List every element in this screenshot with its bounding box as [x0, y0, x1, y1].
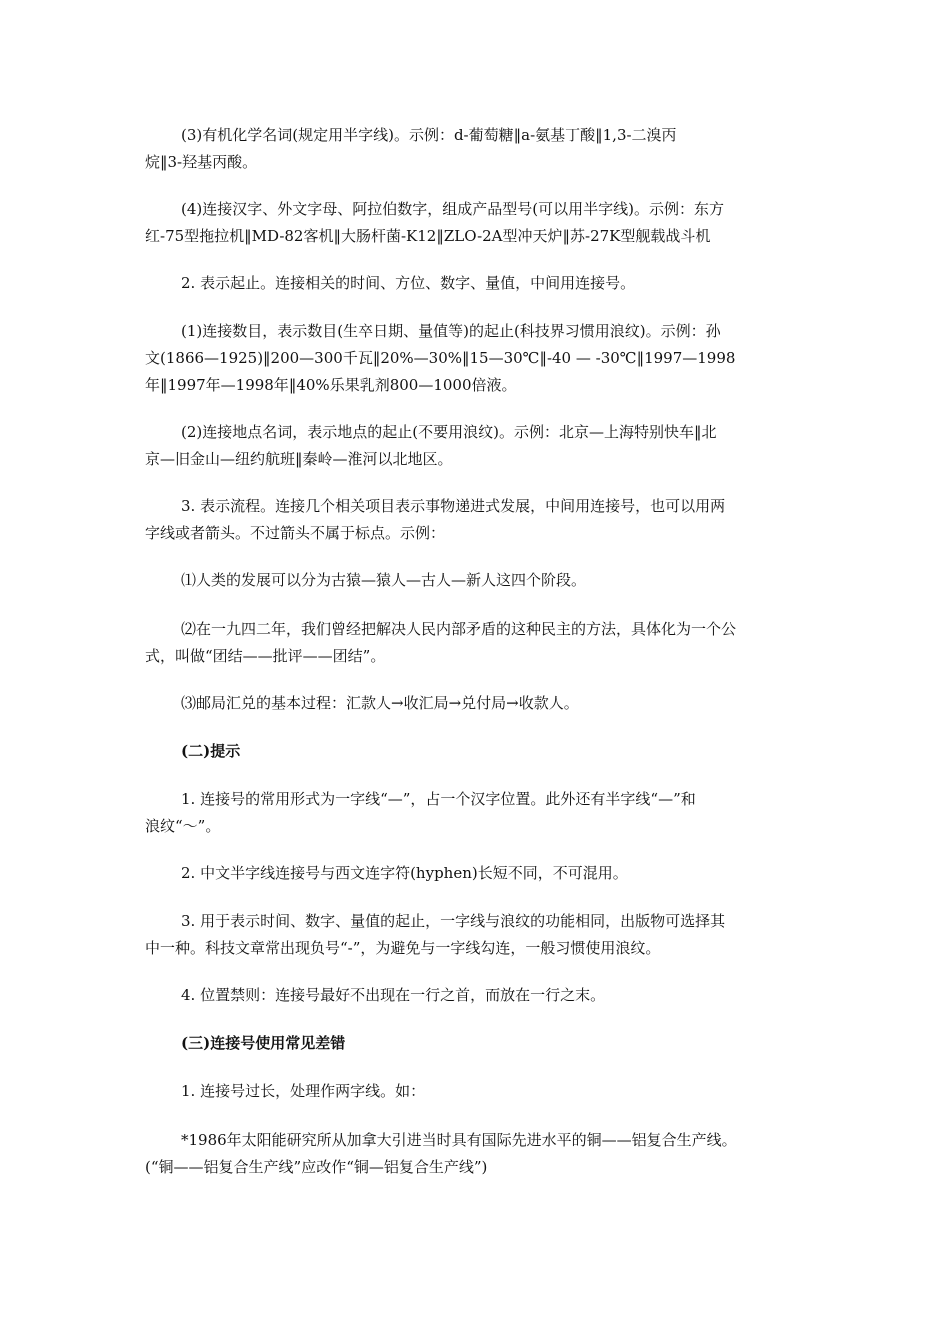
paragraph-product-model — [145, 196, 805, 250]
text-line: 1. 连接号过长，处理作两字线。如： — [181, 1082, 426, 1100]
text-line: (4)连接汉字、外文字母、阿拉伯数字，组成产品型号(可以用半字线)。示例：东方 — [181, 200, 724, 218]
text-line: 2. 中文半字线连接号与西文连字符(hyphen)长短不同，不可混用。 — [181, 864, 628, 882]
heading-text: (三)连接号使用常见差错 — [181, 1034, 346, 1052]
paragraph-range — [145, 270, 805, 297]
error-1 — [145, 1078, 805, 1105]
paragraph-place-range — [145, 419, 805, 473]
text-line: 3. 用于表示时间、数字、量值的起止，一字线与浪纹的功能相同，出版物可选择其 — [181, 912, 726, 930]
text-line: 京—旧金山—纽约航班‖秦岭—淮河以北地区。 — [145, 450, 453, 468]
tip-3 — [145, 908, 805, 962]
text-line: 2. 表示起止。连接相关的时间、方位、数字、量值，中间用连接号。 — [181, 274, 636, 292]
section-heading-common-errors — [145, 1030, 805, 1057]
text-line: ⑴人类的发展可以分为古猿—猿人—古人—新人这四个阶段。 — [181, 571, 587, 589]
example-2 — [145, 616, 805, 670]
text-line: *1986年太阳能研究所从加拿大引进当时具有国际先进水平的铜——铝复合生产线。 — [181, 1131, 737, 1149]
text-line: 文(1866—1925)‖200—300千瓦‖20%—30%‖15—30℃‖-40 — -30℃‖1997—1998 — [145, 349, 736, 367]
tip-1 — [145, 786, 805, 840]
text-line: 字线或者箭头。不过箭头不属于标点。示例： — [145, 524, 446, 542]
paragraph-number-range — [145, 318, 805, 399]
heading-text: (二)提示 — [181, 742, 241, 760]
section-heading-tips — [145, 738, 805, 765]
paragraph-process — [145, 493, 805, 547]
example-3 — [145, 690, 805, 717]
text-line: (“铜——铝复合生产线”应改作“铜—铝复合生产线”) — [145, 1158, 488, 1176]
tip-2 — [145, 860, 805, 887]
text-line: 式，叫做“团结——批评——团结”。 — [145, 647, 386, 665]
text-line: 中一种。科技文章常出现负号“-”，为避免与一字线勾连，一般习惯使用浪纹。 — [145, 939, 661, 957]
paragraph-organic-chemistry — [145, 122, 805, 176]
text-line: ⑵在一九四二年，我们曾经把解决人民内部矛盾的这种民主的方法，具体化为一个公 — [181, 620, 737, 638]
text-line: ⑶邮局汇兑的基本过程：汇款人→收汇局→兑付局→收款人。 — [181, 694, 579, 712]
text-line: (3)有机化学名词(规定用半字线)。示例：d-葡萄糖‖a-氨基丁酸‖1,3-二溴丙 — [181, 126, 677, 144]
text-line: 烷‖3-羟基丙酸。 — [145, 153, 258, 171]
example-1 — [145, 567, 805, 594]
tip-4 — [145, 982, 805, 1009]
text-line: 年‖1997年—1998年‖40%乐果乳剂800—1000倍液。 — [145, 376, 517, 394]
text-line: 浪纹“～”。 — [145, 817, 221, 835]
text-line: 3. 表示流程。连接几个相关项目表示事物递进式发展，中间用连接号，也可以用两 — [181, 497, 726, 515]
text-line: 红-75型拖拉机‖MD-82客机‖大肠杆菌-K12‖ZLO-2A型冲天炉‖苏-27K型舰载战斗机 — [145, 227, 711, 245]
error-example — [145, 1127, 805, 1181]
text-line: (1)连接数目，表示数目(生卒日期、量值等)的起止(科技界习惯用浪纹)。示例：孙 — [181, 322, 721, 340]
text-line: 4. 位置禁则：连接号最好不出现在一行之首，而放在一行之末。 — [181, 986, 606, 1004]
text-line: (2)连接地点名词，表示地点的起止(不要用浪纹)。示例：北京—上海特别快车‖北 — [181, 423, 717, 441]
text-line: 1. 连接号的常用形式为一字线“—”，占一个汉字位置。此外还有半字线“—”和 — [181, 790, 696, 808]
